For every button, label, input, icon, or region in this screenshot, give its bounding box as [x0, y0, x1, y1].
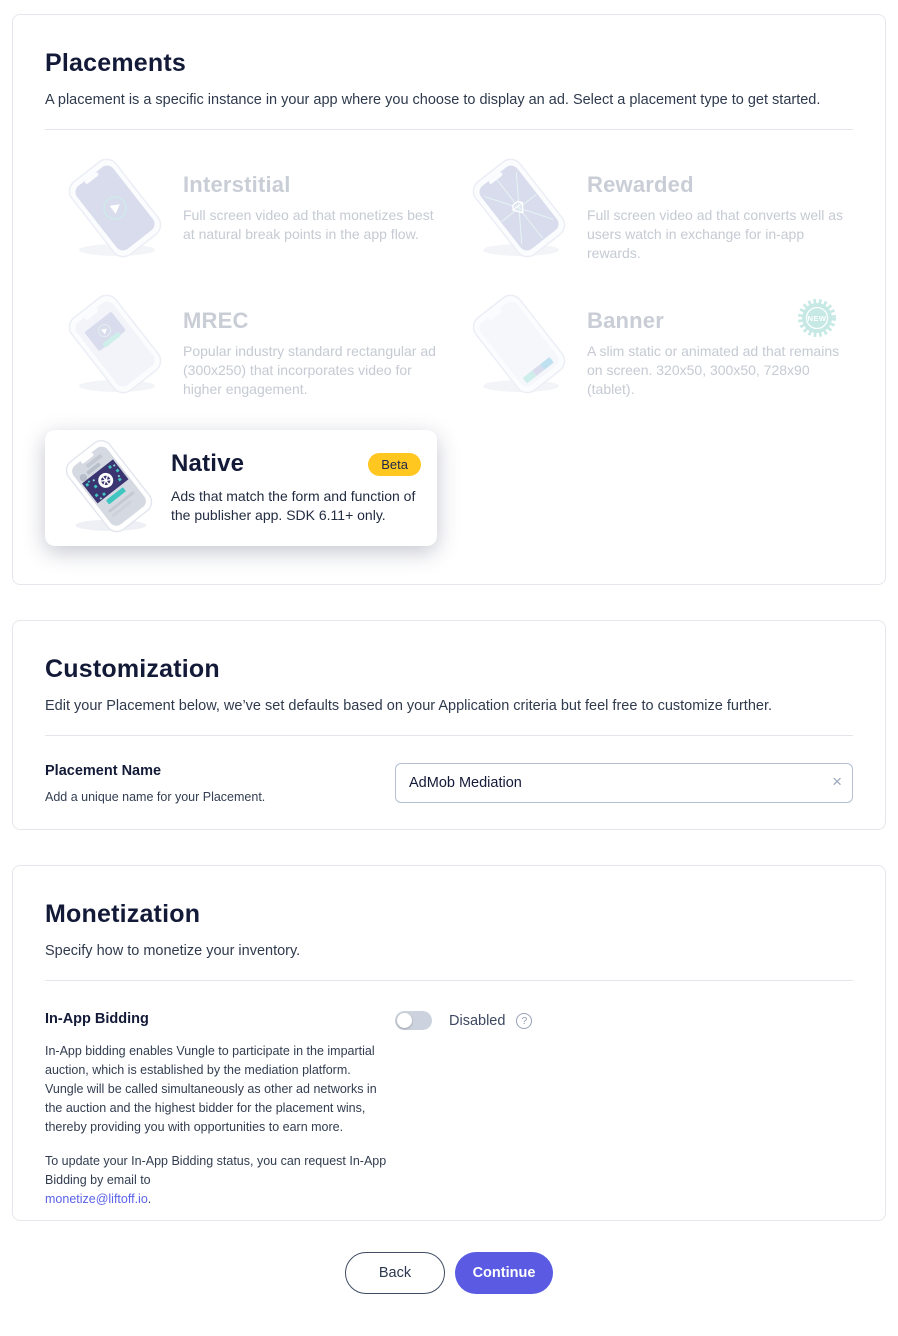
placement-option-banner[interactable] — [449, 294, 853, 414]
customization-title: Customization — [45, 655, 220, 683]
placement-option-description: Ads that match the form and function of the publisher app. SDK 6.11+ only. — [171, 488, 416, 524]
in-app-bidding-toggle[interactable] — [395, 1011, 432, 1030]
mrec-phone-illustration — [55, 294, 175, 398]
divider — [45, 129, 853, 130]
placement-option-description: Full screen video ad that monetizes best at natural break points in the app flow. — [183, 206, 434, 243]
placement-option-description: Full screen video ad that converts well as users watch in exchange for in-app rewards. — [587, 206, 844, 262]
back-button[interactable]: Back — [345, 1252, 445, 1294]
in-app-bidding-request-text: To update your In-App Bidding status, you can request In-App Bidding by email to monetize@liftoff.io. — [45, 1153, 387, 1206]
svg-text:NEW: NEW — [807, 313, 827, 323]
new-badge — [795, 296, 839, 340]
placement-option-mrec[interactable] — [45, 294, 449, 414]
placement-option-rewarded[interactable] — [449, 158, 853, 278]
placement-option-title: MREC — [183, 307, 249, 333]
monetization-title: Monetization — [45, 900, 201, 928]
placement-option-title: Interstitial — [183, 171, 291, 197]
placement-option-description: A slim static or animated ad that remains on screen. 320x50, 300x50, 728x90 (tablet). — [587, 342, 840, 398]
beta-badge: Beta — [368, 453, 421, 476]
customization-section — [12, 620, 886, 830]
banner-phone-illustration — [459, 294, 579, 398]
in-app-bidding-description: In-App bidding enables Vungle to participate in the impartial auction, which is established by the mediation platform. Vungle will be called simultaneously as other ad networks in the auction and the highest bidder for the placement wins, thereby providing you with opportunities to earn more. — [45, 1043, 377, 1134]
placement-option-native[interactable] — [45, 430, 437, 546]
continue-button[interactable]: Continue — [455, 1252, 553, 1294]
clear-input-icon[interactable]: × — [832, 771, 842, 791]
customization-subtitle: Edit your Placement below, we’ve set defaults based on your Application criteria but feel free to customize further. — [45, 698, 773, 714]
placement-option-description: Popular industry standard rectangular ad (300x250) that incorporates video for higher engagement. — [183, 342, 436, 398]
footer-actions — [0, 1252, 898, 1294]
placement-name-input[interactable] — [395, 763, 853, 803]
divider — [45, 980, 853, 981]
placements-title: Placements — [45, 49, 186, 77]
monetization-subtitle: Specify how to monetize your inventory. — [45, 943, 301, 959]
placement-name-label: Placement Name — [45, 762, 162, 779]
placement-option-title: Native — [171, 450, 245, 478]
placements-section — [12, 14, 886, 585]
toggle-knob — [397, 1013, 412, 1028]
native-phone-illustration — [53, 436, 165, 540]
placement-name-help: Add a unique name for your Placement. — [45, 789, 266, 804]
placement-options-grid — [45, 158, 853, 546]
rewarded-phone-illustration — [459, 158, 579, 262]
placement-option-title: Rewarded — [587, 171, 694, 197]
in-app-bidding-label: In-App Bidding — [45, 1010, 149, 1027]
monetize-email-link[interactable]: monetize@liftoff.io — [45, 1191, 148, 1206]
in-app-bidding-state: Disabled — [449, 1012, 506, 1029]
divider — [45, 735, 853, 736]
help-icon[interactable]: ? — [516, 1013, 532, 1029]
monetization-section — [12, 865, 886, 1221]
placement-option-title: Banner — [587, 307, 664, 333]
placement-option-interstitial[interactable] — [45, 158, 449, 278]
interstitial-phone-illustration — [55, 158, 175, 262]
placements-subtitle: A placement is a specific instance in your app where you choose to display an ad. Select a placement type to get started. — [45, 92, 821, 108]
